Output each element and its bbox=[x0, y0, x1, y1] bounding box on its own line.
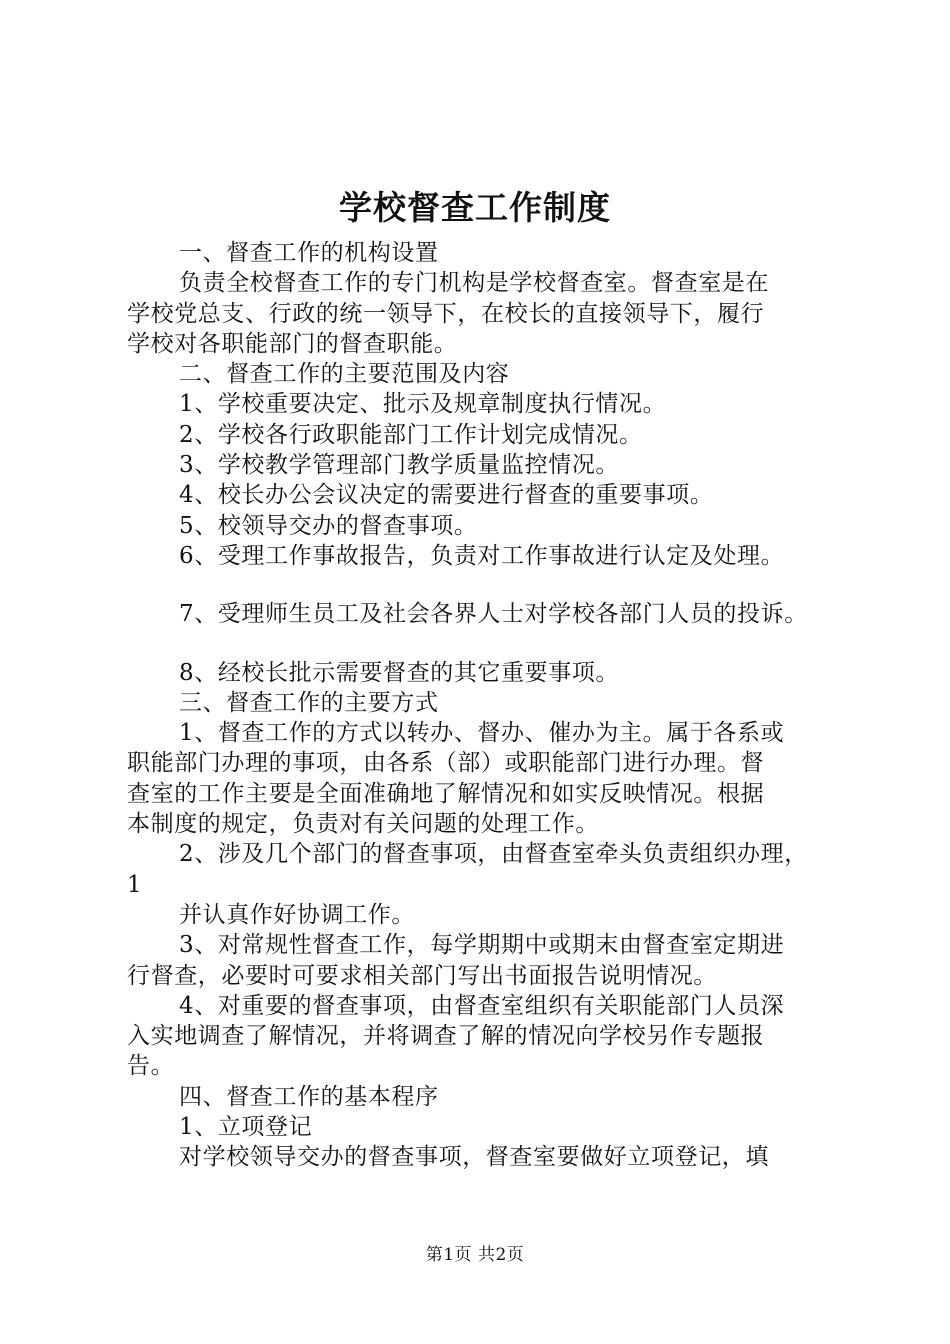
paragraph-line: 本制度的规定，负责对有关问题的处理工作。 bbox=[127, 811, 599, 838]
paragraph-line: 入实地调查了解情况，并将调查了解的情况向学校另作专题报 bbox=[127, 1023, 765, 1050]
paragraph-line: 告。 bbox=[127, 1053, 175, 1080]
page-footer: 第1页 共2页 bbox=[425, 1245, 525, 1265]
paragraph-line: 并认真作好协调工作。 bbox=[179, 901, 415, 928]
paragraph-line: 对学校领导交办的督查事项，督查室要做好立项登记，填 bbox=[179, 1144, 769, 1171]
document-body bbox=[127, 238, 847, 1173]
list-item: 5、校领导交办的督查事项。 bbox=[179, 512, 478, 539]
paragraph-line: 职能部门办理的事项，由各系（部）或职能部门进行办理。督 bbox=[127, 750, 765, 777]
section-heading-2: 二、督查工作的主要范围及内容 bbox=[179, 361, 510, 388]
paragraph-line: 4、对重要的督查事项，由督查室组织有关职能部门人员深 bbox=[179, 992, 785, 1019]
paragraph-line: 查室的工作主要是全面准确地了解情况和如实反映情况。根据 bbox=[127, 780, 765, 807]
paragraph-line: 1、督查工作的方式以转办、督办、催办为主。属于各系或 bbox=[179, 720, 785, 747]
list-item: 3、学校教学管理部门教学质量监控情况。 bbox=[179, 452, 620, 479]
section-heading-1: 一、督查工作的机构设置 bbox=[179, 240, 439, 266]
list-item: 2、学校各行政职能部门工作计划完成情况。 bbox=[179, 421, 643, 448]
list-item: 6、受理工作事故报告，负责对工作事故进行认定及处理。 bbox=[179, 542, 785, 569]
paragraph-line: 负责全校督查工作的专门机构是学校督查室。督查室是在 bbox=[179, 270, 769, 297]
paragraph-line: 2、涉及几个部门的督查事项，由督查室牵头负责组织办理， bbox=[179, 841, 808, 868]
section-heading-3: 三、督查工作的主要方式 bbox=[179, 689, 439, 716]
document-title: 学校督查工作制度 bbox=[339, 188, 611, 227]
list-item: 7、受理师生员工及社会各界人士对学校各部门人员的投诉。 bbox=[179, 601, 808, 628]
page-number-marker: 1 bbox=[127, 871, 143, 898]
subsection-heading: 1、立项登记 bbox=[179, 1114, 313, 1141]
paragraph-line: 学校党总支、行政的统一领导下，在校长的直接领导下，履行 bbox=[127, 300, 765, 327]
list-item: 1、学校重要决定、批示及规章制度执行情况。 bbox=[179, 391, 667, 418]
paragraph-line: 行督查，必要时可要求相关部门写出书面报告说明情况。 bbox=[127, 962, 717, 989]
section-heading-4: 四、督查工作的基本程序 bbox=[179, 1083, 439, 1110]
list-item: 8、经校长批示需要督查的其它重要事项。 bbox=[179, 659, 620, 686]
paragraph-line: 3、对常规性督查工作，每学期期中或期末由督查室定期进 bbox=[179, 932, 785, 959]
blank-gap bbox=[127, 630, 847, 658]
paragraph-line: 学校对各职能部门的督查职能。 bbox=[127, 330, 458, 357]
list-item: 4、校长办公会议决定的需要进行督查的重要事项。 bbox=[179, 482, 714, 509]
blank-gap bbox=[127, 571, 847, 599]
